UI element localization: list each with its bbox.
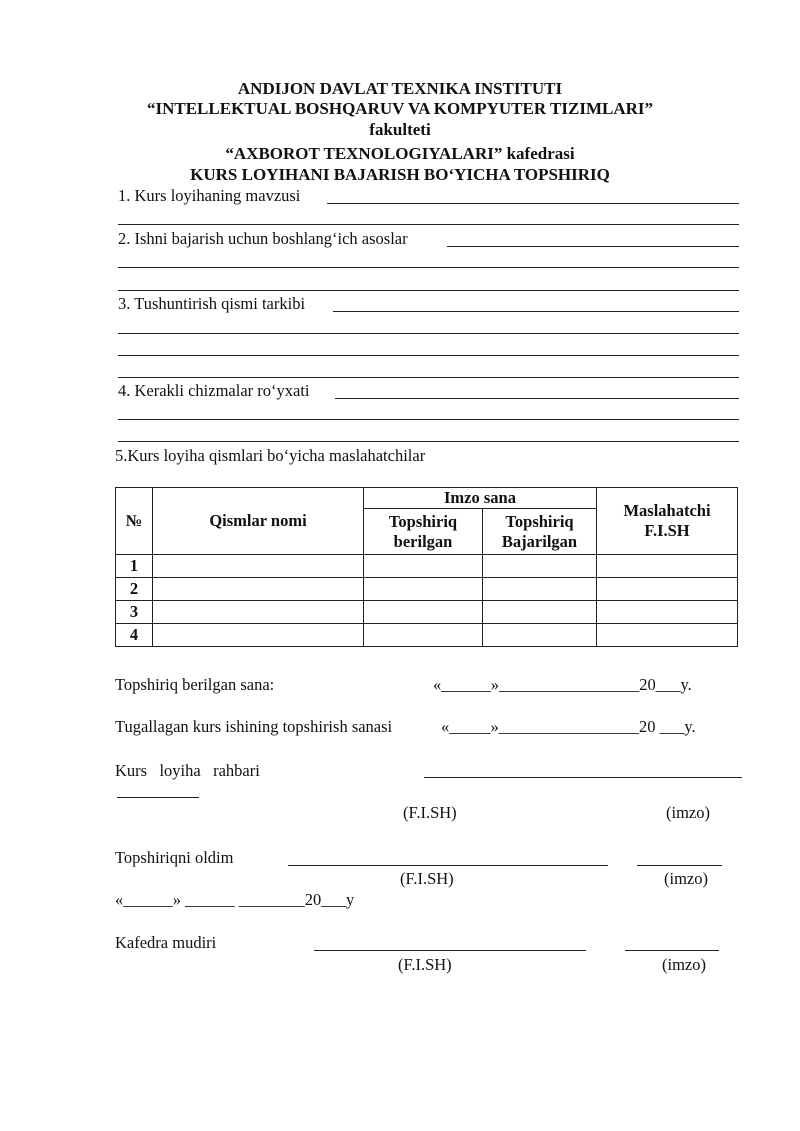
- advisor-cell: [597, 578, 738, 601]
- section-drawings-label: 4. Kerakli chizmalar ro‘yxati: [118, 381, 310, 400]
- table-row: [116, 601, 738, 624]
- col-done-header: [483, 509, 597, 555]
- advisors-table: [115, 487, 738, 647]
- done-date-cell: [483, 624, 597, 647]
- explanation-line: [333, 311, 739, 312]
- advisor-cell: [597, 624, 738, 647]
- table-row: [116, 555, 738, 578]
- drawings-line: [335, 398, 739, 399]
- col-given-header-text: Topshiriq berilgan: [388, 511, 458, 551]
- col-given-header: [364, 509, 483, 555]
- explanation-line-2: [118, 333, 739, 334]
- faculty-word: fakulteti: [369, 120, 431, 139]
- document-title: KURS LOYIHANI BAJARISH BO‘YICHA TOPSHIRIQ: [190, 165, 610, 184]
- done-date-cell: [483, 578, 597, 601]
- row-number: 4: [116, 624, 153, 647]
- parts-name-cell: [153, 555, 364, 578]
- basis-line-2: [118, 267, 739, 268]
- given-date-value: «______»_________________20___y.: [433, 675, 692, 694]
- received-name-line: [288, 865, 608, 866]
- given-date-cell: [364, 555, 483, 578]
- department-name: “AXBOROT TEXNOLOGIYALARI” kafedrasi: [225, 144, 575, 163]
- topic-line: [327, 203, 739, 204]
- received-label: Topshiriqni oldim: [115, 848, 234, 867]
- advisor-cell: [597, 601, 738, 624]
- drawings-line-3: [118, 441, 739, 442]
- row-number: 1: [116, 555, 153, 578]
- table-row: [116, 624, 738, 647]
- row-number: 2: [116, 578, 153, 601]
- done-date-cell: [483, 601, 597, 624]
- given-date-cell: [364, 601, 483, 624]
- explanation-line-3: [118, 355, 739, 356]
- basis-line: [447, 246, 739, 247]
- leader-label: Kurs loyiha rahbari: [115, 761, 260, 780]
- leader-name-line: [424, 777, 742, 778]
- head-fish-caption: (F.I.SH): [398, 955, 452, 974]
- col-signature-date-header: Imzo sana: [364, 488, 597, 509]
- col-parts-name-header: Qismlar nomi: [153, 488, 364, 555]
- given-date-cell: [364, 624, 483, 647]
- head-name-line: [314, 950, 586, 951]
- drawings-line-2: [118, 419, 739, 420]
- section-basis-label: 2. Ishni bajarish uchun boshlang‘ich asoslar: [118, 229, 408, 248]
- topic-line-2: [118, 224, 739, 225]
- col-advisor-header-text: Maslahatchi F.I.SH: [623, 501, 711, 540]
- received-fish-caption: (F.I.SH): [400, 869, 454, 888]
- advisor-cell: [597, 555, 738, 578]
- done-date-cell: [483, 555, 597, 578]
- deadline-value: «_____»_________________20 ___y.: [441, 717, 696, 736]
- given-date-label: Topshiriq berilgan sana:: [115, 675, 275, 694]
- col-number-header: №: [116, 488, 153, 555]
- head-signature-line: [625, 950, 719, 951]
- col-done-header-text: Topshiriq Bajarilgan: [501, 511, 578, 551]
- head-label: Kafedra mudiri: [115, 933, 217, 952]
- received-signature-line: [637, 865, 722, 866]
- col-advisor-header: [597, 488, 738, 555]
- section-advisors-label: 5.Kurs loyiha qismlari bo‘yicha maslahatchilar: [115, 446, 426, 465]
- leader-signature-line: [117, 797, 199, 798]
- received-date-value: «______» ______ ________20___y: [115, 890, 355, 909]
- section-topic-label: 1. Kurs loyihaning mavzusi: [118, 186, 301, 205]
- institute-name: ANDIJON DAVLAT TEXNIKA INSTITUTI: [237, 79, 563, 98]
- head-imzo-caption: (imzo): [662, 955, 706, 974]
- faculty-name: “INTELLEKTUAL BOSHQARUV VA KOMPYUTER TIZIMLARI”: [146, 99, 654, 118]
- basis-line-3: [118, 290, 739, 291]
- parts-name-cell: [153, 601, 364, 624]
- table-row: [116, 578, 738, 601]
- row-number: 3: [116, 601, 153, 624]
- parts-name-cell: [153, 624, 364, 647]
- explanation-line-4: [118, 377, 739, 378]
- leader-fish-caption: (F.I.SH): [403, 803, 457, 822]
- given-date-cell: [364, 578, 483, 601]
- section-explanation-label: 3. Tushuntirish qismi tarkibi: [118, 294, 306, 313]
- parts-name-cell: [153, 578, 364, 601]
- received-imzo-caption: (imzo): [664, 869, 708, 888]
- leader-imzo-caption: (imzo): [666, 803, 710, 822]
- deadline-label: Tugallagan kurs ishining topshirish sanasi: [115, 717, 393, 736]
